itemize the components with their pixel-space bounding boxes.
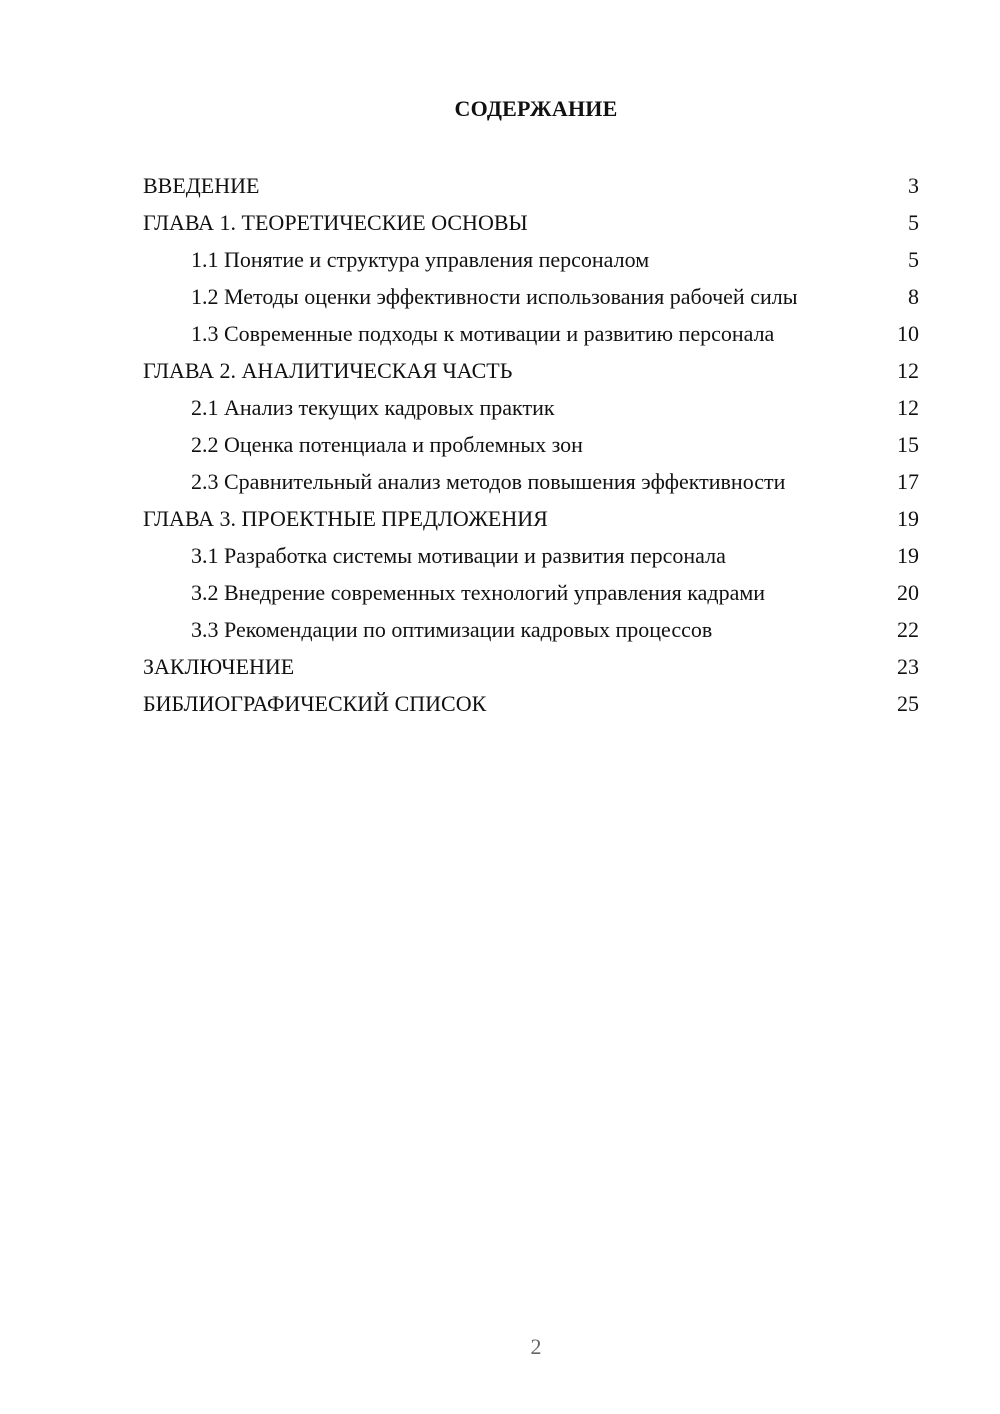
- toc-entry-text: 1.2 Методы оценки эффективности использования рабочей силы: [191, 284, 798, 309]
- toc-entry-page: 19: [897, 506, 919, 531]
- table-of-contents: [143, 170, 919, 725]
- toc-entry-section-2-2[interactable]: [143, 429, 919, 466]
- toc-entry-page: 5: [908, 247, 919, 272]
- toc-entry-text: 3.2 Внедрение современных технологий управления кадрами: [191, 580, 766, 605]
- toc-entry-text: ВВЕДЕНИЕ: [143, 173, 260, 198]
- toc-entry-page: 3: [908, 173, 919, 198]
- toc-entry-page: 12: [897, 358, 919, 383]
- toc-entry-text: 2.1 Анализ текущих кадровых практик: [191, 395, 555, 420]
- toc-entry-section-2-3[interactable]: [143, 466, 919, 503]
- toc-entry-text: 1.3 Современные подходы к мотивации и развитию персонала: [191, 321, 775, 346]
- toc-entry-page: 5: [908, 210, 919, 235]
- toc-entry-page: 8: [908, 284, 919, 309]
- toc-entry-page: 19: [897, 543, 919, 568]
- toc-entry-section-2-1[interactable]: [143, 392, 919, 429]
- toc-entry-page: 20: [897, 580, 919, 605]
- toc-entry-page: 10: [897, 321, 919, 346]
- toc-entry-introduction[interactable]: [143, 170, 919, 207]
- toc-entry-text: ГЛАВА 2. АНАЛИТИЧЕСКАЯ ЧАСТЬ: [143, 358, 513, 383]
- toc-entry-section-3-2[interactable]: [143, 577, 919, 614]
- toc-entry-conclusion[interactable]: [143, 651, 919, 688]
- toc-entry-text: 3.1 Разработка системы мотивации и развития персонала: [191, 543, 726, 568]
- toc-entry-text: 3.3 Рекомендации по оптимизации кадровых процессов: [191, 617, 713, 642]
- toc-entry-chapter-3[interactable]: [143, 503, 919, 540]
- toc-entry-text: 1.1 Понятие и структура управления персоналом: [191, 247, 650, 272]
- toc-entry-page: 17: [897, 469, 919, 494]
- toc-entry-text: ГЛАВА 1. ТЕОРЕТИЧЕСКИЕ ОСНОВЫ: [143, 210, 528, 235]
- toc-entry-text: ГЛАВА 3. ПРОЕКТНЫЕ ПРЕДЛОЖЕНИЯ: [143, 506, 548, 531]
- toc-entry-page: 15: [897, 432, 919, 457]
- toc-entry-section-3-1[interactable]: [143, 540, 919, 577]
- toc-entry-section-1-2[interactable]: [143, 281, 919, 318]
- toc-entry-section-3-3[interactable]: [143, 614, 919, 651]
- toc-title: СОДЕРЖАНИЕ: [454, 96, 618, 121]
- toc-entry-chapter-2[interactable]: [143, 355, 919, 392]
- toc-entry-page: 25: [897, 691, 919, 716]
- toc-entry-section-1-1[interactable]: [143, 244, 919, 281]
- toc-entry-page: 12: [897, 395, 919, 420]
- toc-entry-text: 2.2 Оценка потенциала и проблемных зон: [191, 432, 583, 457]
- toc-entry-section-1-3[interactable]: [143, 318, 919, 355]
- toc-entry-bibliography[interactable]: [143, 688, 919, 725]
- page-number: 2: [530, 1334, 542, 1359]
- toc-entry-page: 23: [897, 654, 919, 679]
- toc-entry-text: 2.3 Сравнительный анализ методов повышения эффективности: [191, 469, 786, 494]
- toc-entry-text: ЗАКЛЮЧЕНИЕ: [143, 654, 295, 679]
- toc-entry-text: БИБЛИОГРАФИЧЕСКИЙ СПИСОК: [143, 691, 487, 716]
- toc-entry-page: 22: [897, 617, 919, 642]
- toc-entry-chapter-1[interactable]: [143, 207, 919, 244]
